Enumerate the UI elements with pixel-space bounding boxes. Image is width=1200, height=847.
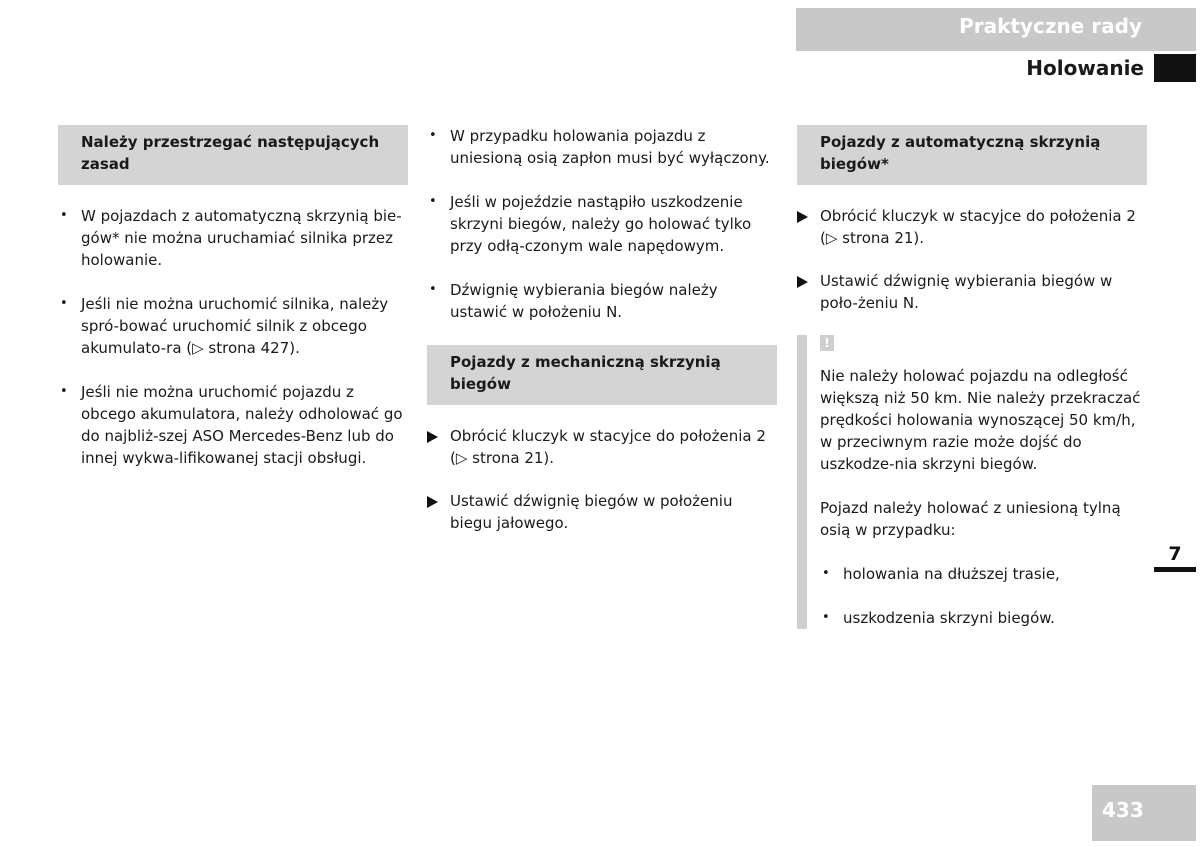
bullet-icon: •: [429, 128, 437, 143]
bullet-icon: •: [429, 282, 437, 297]
column-3: [797, 125, 1147, 629]
chapter-title: Praktyczne rady: [959, 14, 1142, 38]
automatic-steps: [797, 205, 1147, 314]
step-item: Ustawić dźwignię biegów w położeniu biegu jałowego.: [427, 490, 777, 534]
arrow-right-icon: [427, 431, 438, 443]
list-item: • Jeśli w pojeździe nastąpiło uszkodzenie skrzyni biegów, należy go holować tylko przy odłą-czonym wale napędowym.: [429, 193, 752, 255]
towing-list: [427, 125, 777, 323]
bullet-icon: •: [60, 384, 68, 399]
bullet-icon: •: [822, 566, 830, 581]
bullet-icon: •: [60, 208, 68, 223]
step-item: Obrócić kluczyk w stacyjce do położenia 2 (▷ strona 21).: [797, 205, 1147, 249]
list-item: • uszkodzenia skrzyni biegów.: [822, 609, 1055, 627]
step-item: Ustawić dźwignię wybierania biegów w poło-żeniu N.: [797, 270, 1147, 314]
bullet-icon: •: [429, 194, 437, 209]
note-paragraph: Pojazd należy holować z uniesioną tylną osią w przypadku:: [820, 499, 1121, 539]
arrow-right-icon: [797, 211, 808, 223]
bullet-icon: •: [822, 610, 830, 625]
list-item: • Dźwignię wybierania biegów należy ustawić w położeniu N.: [429, 281, 718, 321]
note-paragraph: Nie należy holować pojazdu na odległość większą niż 50 km. Nie należy przekraczać prędkości holowania wynoszącej 50 km/h, w przeciwnym razie może dojść do uszkodze-nia skrzyni biegów.: [820, 367, 1141, 473]
note-bar: [797, 335, 807, 629]
page-number: 433: [1092, 785, 1196, 841]
manual-steps: [427, 425, 777, 534]
column-1: [58, 125, 408, 491]
rules-heading: Należy przestrzegać następujących zasad: [58, 125, 408, 185]
list-item: • W pojazdach z automatyczną skrzynią bie-gów* nie można uruchamiać silnika przez holowanie.: [60, 207, 402, 269]
section-title: Holowanie: [1026, 56, 1144, 80]
arrow-right-icon: [427, 496, 438, 508]
chapter-title-band: [796, 8, 1196, 51]
warning-icon: !: [820, 335, 834, 351]
note-list: [820, 563, 1147, 629]
column-2: [427, 125, 777, 555]
step-item: Obrócić kluczyk w stacyjce do położenia 2 (▷ strona 21).: [427, 425, 777, 469]
bullet-icon: •: [60, 296, 68, 311]
warning-note: [797, 335, 1147, 629]
list-item: • Jeśli nie można uruchomić pojazdu z obcego akumulatora, należy odholować go do najbliż-szej ASO Mercedes-Benz lub do innej wykwa-lifikowanej stacji obsługi.: [60, 383, 403, 467]
rules-list: [58, 205, 408, 469]
chapter-tab: 7: [1154, 541, 1196, 572]
arrow-right-icon: [797, 276, 808, 288]
list-item: • Jeśli nie można uruchomić silnika, należy spró-bować uruchomić silnik z obcego akumulato-ra (▷ strona 427).: [60, 295, 389, 357]
manual-gearbox-heading: Pojazdy z mechaniczną skrzynią biegów: [427, 345, 777, 405]
section-marker: [1154, 54, 1196, 82]
automatic-gearbox-heading: Pojazdy z automatyczną skrzynią biegów*: [797, 125, 1147, 185]
list-item: • W przypadku holowania pojazdu z uniesioną osią zapłon musi być wyłączony.: [429, 127, 770, 167]
list-item: • holowania na dłuższej trasie,: [822, 565, 1060, 583]
